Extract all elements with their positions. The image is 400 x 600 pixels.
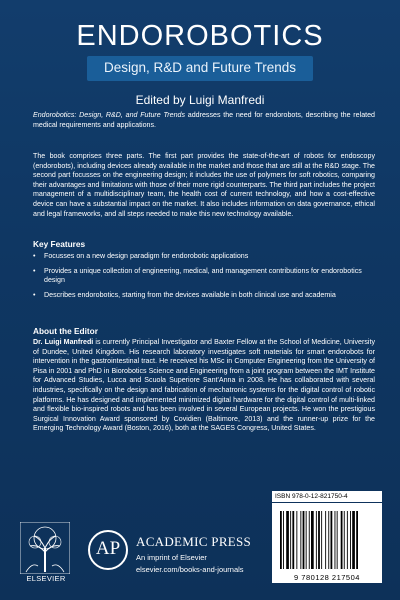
barcode-bar	[325, 511, 326, 569]
barcode-bar	[280, 511, 282, 569]
barcode-bar	[283, 511, 284, 569]
editor-line: Edited by Luigi Manfredi	[135, 93, 265, 107]
barcode	[272, 503, 382, 583]
key-features-list	[33, 252, 375, 305]
barcode-bar	[306, 511, 307, 569]
publisher-url: elsevier.com/books-and-journals	[136, 565, 244, 574]
barcode-bar	[341, 511, 343, 569]
barcode-bar	[356, 511, 358, 569]
list-item: • Describes endorobotics, starting from the devices available in both clinical use and academia	[33, 291, 375, 301]
barcode-bar	[318, 511, 320, 569]
academic-press-logo-letters: AP	[95, 538, 121, 559]
barcode-bar	[328, 511, 329, 569]
list-item: • Focusses on a new design paradigm for endorobotic applications	[33, 252, 375, 262]
barcode-bar	[311, 511, 314, 569]
academic-press-name: ACADEMIC PRESS	[136, 534, 252, 549]
intro-text: addresses the need for endorobots, describing the related medical requirements and applications.	[33, 111, 375, 129]
barcode-bar	[292, 511, 294, 569]
barcode-bar	[300, 511, 301, 569]
about-editor-heading: About the Editor	[33, 326, 98, 336]
barcode-bar	[352, 511, 355, 569]
intro-book-title: Endorobotics: Design, R&D, and Future Trends	[33, 111, 186, 119]
book-title: ENDOROBOTICS	[76, 20, 324, 52]
barcode-bar	[303, 511, 305, 569]
barcode-bar	[316, 511, 317, 569]
imprint-line: An imprint of Elsevier	[136, 553, 207, 562]
editor-bio: is currently Principal Investigator and Baxter Fellow at the School of Medicine, University of Dundee, United Kingdom. His research laboratory investigates soft materials for smart endorobots for intervention in the gastrointestinal tract. He received his MSc in Computer Engineering from the University of Pisa in 2001 and PhD in Biorobotics Science and Engineering from a joint program between the IMT Institute for Advanced Studies, Lucca and Scuola Superiore Sant'Anna in 2008. He has collaborated with several industries, specifically on the design and fabrication of mechatronic systems for the digital control of robotic platforms. He has designed and implemented minimized digital hardware for the digital control of multi-linked and flexible bio-inspired robots and has been involved in several European projects. He won the prestigious Surgical Innovation Award sponsored by Covidien (Baltimore, 2013) and the runner-up prize for the Emerging Technology Award (Boston, 2016), both at the SAGES Congress, United States.	[33, 338, 375, 433]
key-features-heading: Key Features	[33, 239, 86, 249]
barcode-bar	[337, 511, 338, 569]
barcode-bar	[321, 511, 322, 569]
elsevier-tree-logo	[20, 522, 70, 574]
barcode-bar	[290, 511, 291, 569]
barcode-bar	[331, 511, 333, 569]
list-item: • Provides a unique collection of engineering, medical, and management contributions for endorobotics design	[33, 267, 375, 286]
intro-paragraph	[33, 111, 375, 130]
book-subtitle: Design, R&D and Future Trends	[103, 60, 297, 75]
barcode-bar	[347, 511, 348, 569]
barcode-bar	[296, 511, 297, 569]
elsevier-wordmark: ELSEVIER	[26, 574, 66, 583]
editor-name: Dr. Luigi Manfredi	[33, 338, 94, 346]
about-editor-paragraph	[33, 338, 375, 434]
barcode-bar	[309, 511, 310, 569]
isbn-label: ISBN 978-0-12-821750-4	[272, 491, 382, 502]
barcode-bar	[350, 511, 351, 569]
barcode-bar	[344, 511, 345, 569]
barcode-number: 9 780128 217504	[294, 573, 360, 582]
barcode-bar	[335, 511, 336, 569]
structure-paragraph: The book comprises three parts. The first part provides the state-of-the-art of robots for endoscopy (endorobots), including devices already available in the market and those that are still at the R&D stage. The second part focusses on the engineering design; it includes the use of polymers for soft robotics, comparing their advantages and limitations with those of their more rigid counterparts. The third part includes the project management of a multidisciplinary team, the health cost of current technology, and how a cost-effective device can have a substantial impact on the market. It also includes information on data governance, ethical and legal frameworks, and all steps needed to make this new technology available.	[33, 152, 375, 218]
barcode-bars	[272, 503, 382, 573]
barcode-bar	[286, 511, 289, 569]
